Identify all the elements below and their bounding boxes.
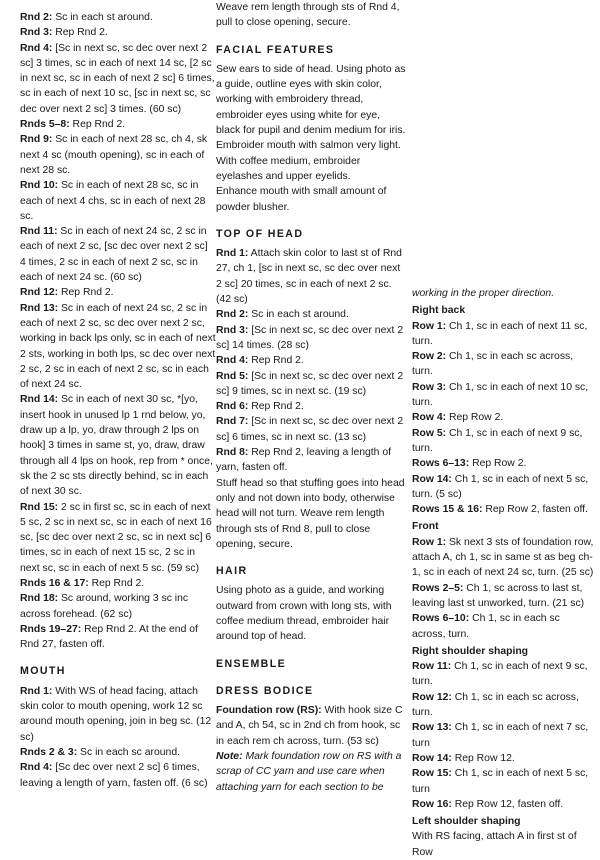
row-label: Rnd 3:: [216, 324, 249, 336]
row-label: Row 5:: [412, 427, 447, 439]
row-label: Rnd 9:: [20, 134, 53, 146]
row-label: Row 16:: [412, 798, 452, 810]
instruction-text: With WS of head facing, attach skin color to mouth opening, work 12 sc around mouth opening, join in beg sc. (12 sc): [20, 685, 212, 743]
section-heading: DRESS BODICE: [216, 684, 314, 697]
instruction-text: Rep Row 2.: [469, 458, 527, 470]
row-label: Rnd 11:: [20, 226, 58, 238]
instruction-text: [Sc in next sc, sc dec over next 2 sc] 14 times. (28 sc): [216, 324, 404, 351]
instruction-paragraph: [412, 720, 594, 751]
instruction-paragraph: [20, 392, 216, 499]
instruction-text: Ch 1, sc across to last st, leaving last st unworked, turn. (21 sc): [412, 582, 585, 609]
row-label: Rnd 8:: [216, 447, 249, 459]
row-label: Row 4:: [412, 412, 447, 424]
row-label: Rnds 16 & 17:: [20, 577, 89, 589]
instruction-paragraph: [412, 690, 594, 721]
row-label: Row 2:: [412, 351, 447, 363]
row-label: Rnd 13:: [20, 302, 59, 314]
subsection-heading: Right shoulder shaping: [412, 645, 529, 657]
row-label: Rnd 14:: [20, 394, 59, 406]
row-label: Rnd 10:: [20, 180, 59, 192]
instruction-text: Ch 1, sc in each of next 9 sc, turn.: [412, 661, 588, 688]
row-label: Rows 15 & 16:: [412, 504, 483, 516]
instruction-paragraph: [20, 10, 216, 25]
instruction-paragraph: [20, 745, 216, 760]
row-label: Rnds 5–8:: [20, 119, 70, 131]
instruction-text: Rep Rnd 2.: [58, 287, 114, 299]
instruction-paragraph: [216, 703, 406, 749]
instruction-paragraph: [20, 117, 216, 132]
instruction-paragraph: [20, 576, 216, 591]
section-heading: ENSEMBLE: [216, 657, 287, 670]
instruction-paragraph: [216, 62, 406, 184]
row-label: Rnd 4:: [216, 355, 249, 367]
instruction-text: Sc in each of next 28 sc, sc in each of next 4 chs, sc in each of next 28 sc.: [20, 180, 206, 222]
instruction-text: Rep Rnd 2, leaving a length of yarn, fasten off.: [216, 447, 392, 474]
row-label: Rnds 2 & 3:: [20, 746, 78, 758]
instruction-text: Enhance mouth with small amount of powder blusher.: [216, 186, 387, 213]
instruction-text: Ch 1, sc in each sc across, turn.: [412, 351, 574, 378]
instruction-paragraph: [216, 353, 406, 368]
instruction-paragraph: [412, 535, 594, 581]
note-paragraph: [412, 286, 594, 301]
instruction-text: Rep Rnd 2.: [88, 577, 145, 589]
subsection-heading: Right back: [412, 305, 466, 317]
section-heading: TOP OF HEAD: [216, 227, 304, 240]
row-label: Rnd 15:: [20, 501, 59, 513]
instruction-text: [Sc in next sc, sc dec over next 2 sc] 3 times, sc in each of next 14 sc, [2 sc in next sc, sc in each of next 2 sc] 6 times, sc in each of next 10 sc, [sc in next sc, sc dec over next 2 sc] 3 times. (60 sc): [20, 42, 215, 115]
instruction-text: Sc in each of next 24 sc, 2 sc in each of next 2 sc, sc dec over next 2 sc, working in back lps only, sc in each of next 2 sts, working in both lps, sc dec over next 2 sc, 2 sc in each of next 2 sc, sc in each of next 24 sc.: [20, 302, 216, 391]
row-label: Row 13:: [412, 722, 452, 734]
instruction-paragraph: [20, 224, 216, 285]
instruction-paragraph: [412, 410, 594, 425]
instruction-paragraph: [412, 502, 594, 517]
row-label: Row 14:: [412, 473, 452, 485]
instruction-paragraph: [20, 178, 216, 224]
instruction-paragraph: [20, 591, 216, 622]
row-label: Rnd 7:: [216, 416, 249, 428]
row-label: Rnd 2:: [20, 12, 53, 23]
instruction-text: [Sc in next sc, sc dec over next 2 sc] 9 times, sc in next sc. (19 sc): [216, 370, 404, 397]
note-paragraph: [216, 749, 406, 795]
instruction-paragraph: [412, 829, 594, 860]
instruction-text: Sc in each of next 28 sc, ch 4, sk next 4 sc (mouth opening), sc in each of next 28 sc.: [20, 134, 208, 176]
subsection-heading: Front: [412, 521, 439, 533]
instruction-text: Ch 1, sc in each of next 10 sc, turn.: [412, 381, 589, 409]
instruction-paragraph: [216, 476, 406, 552]
instruction-paragraph: [412, 380, 594, 411]
instruction-paragraph: [20, 132, 216, 178]
instruction-text: Attach skin color to last st of Rnd 27, ch 1, [sc in next sc, sc dec over next 2 sc] 20 times, sc in each of next 2 sc. (42 sc): [216, 248, 402, 306]
instruction-text: Weave rem length through sts of Rnd 4, pull to close opening, secure.: [216, 2, 400, 29]
instruction-paragraph: [412, 766, 594, 797]
instruction-paragraph: [216, 184, 406, 215]
instruction-paragraph: [216, 369, 406, 400]
row-label: Rnd 6:: [216, 401, 249, 413]
instruction-text: [Sc dec over next 2 sc] 6 times, leaving a length of yarn, fasten off. (6 sc): [20, 762, 208, 789]
instruction-text: Rep Rnd 2. At the end of Rnd 27, fasten off.: [20, 623, 198, 651]
instruction-text: Sc around, working 3 sc inc across forehead. (62 sc): [20, 593, 189, 620]
row-label: Rnd 3:: [20, 27, 53, 39]
instruction-paragraph: [412, 456, 594, 471]
instruction-text: Sew ears to side of head. Using photo as a guide, outline eyes with skin color, working with embroidery thread, embroider eyes using white for eye, black for pupil and denim medium for iris. Embroider mouth with salmon very light. With coffee medium, embroider eyelashes and upper eyelids.: [216, 63, 406, 182]
instruction-text: Rep Rnd 2.: [248, 355, 304, 367]
instruction-text: Sc in each of next 30 sc, *[yo, insert hook in unused lp 1 rnd below, yo, draw up a lp, yo, draw through 2 lps on hook] 3 times in same st, yo, draw, draw through all 4 lps on hook, rep from * once, sk the 2 sc sts directly behind, sc in each of next 30 sc.: [20, 394, 213, 498]
row-label: Row 11:: [412, 661, 452, 673]
row-label: Row 14:: [412, 752, 452, 764]
instruction-text: Ch 1, sc in each of next 9 sc, turn.: [412, 427, 583, 454]
row-label: Row 1:: [412, 320, 447, 332]
instruction-text: [Sc in next sc, sc dec over next 2 sc] 6 times, sc in next sc. (13 sc): [216, 416, 404, 443]
instruction-text: Rep Rnd 2.: [248, 401, 304, 413]
instruction-text: 2 sc in first sc, sc in each of next 5 sc, 2 sc in next sc, sc in each of next 16 sc, [sc dec over next 2 sc, sc in next sc] 6 times, sc in each of next 15 sc, 2 sc in next sc, sc in each of next 5 sc. (59 sc): [20, 501, 212, 574]
instruction-paragraph: [216, 414, 406, 445]
instruction-paragraph: [412, 659, 594, 690]
instruction-paragraph: [20, 622, 216, 653]
row-label: Rows 2–5:: [412, 582, 464, 594]
instruction-paragraph: [20, 285, 216, 300]
instruction-text: Ch 1, sc in each of next 11 sc, turn.: [412, 320, 588, 347]
instruction-text: Mark foundation row on RS with a scrap of CC yarn and use care when attaching yarn for each section to be: [216, 751, 402, 793]
row-label: Rows 6–10:: [412, 613, 470, 625]
section-heading: MOUTH: [20, 665, 66, 678]
instruction-text: Sc in each of next 24 sc, 2 sc in each of next 2 sc, [sc dec over next 2 sc] 4 times, 2 sc in each of next 2 sc, sc in each of next 24 sc. (60 sc): [20, 226, 208, 284]
instruction-text: Sk next 3 sts of foundation row, attach A, ch 1, sc in same st as beg ch-1, sc in each of next 24 sc, turn. (25 sc): [412, 536, 594, 579]
instruction-text: Rep Row 2, fasten off.: [482, 504, 588, 516]
instruction-paragraph: [412, 611, 594, 642]
instruction-text: With RS facing, attach A in first st of Row: [412, 831, 577, 858]
row-label: Rnd 4:: [20, 762, 53, 774]
instruction-paragraph: [20, 25, 216, 40]
instruction-text: Rep Row 2.: [446, 412, 504, 424]
instruction-paragraph: [20, 41, 216, 117]
row-label: Rnd 1:: [20, 685, 53, 697]
row-label: Rnds 19–27:: [20, 623, 82, 635]
instruction-text: Sc in each sc around.: [77, 746, 180, 758]
instruction-paragraph: [216, 583, 406, 644]
instruction-paragraph: [412, 751, 594, 766]
row-label: Rnd 5:: [216, 370, 249, 382]
left-column: [20, 10, 216, 791]
instruction-paragraph: [216, 307, 406, 322]
instruction-paragraph: [20, 684, 216, 745]
row-label: Foundation row (RS):: [216, 705, 322, 717]
row-label: Rnd 12:: [20, 287, 59, 299]
instruction-paragraph: [20, 301, 216, 393]
row-label: Row 12:: [412, 691, 452, 703]
section-heading: FACIAL FEATURES: [216, 43, 335, 56]
instruction-text: Ch 1, sc in each of next 7 sc, turn: [412, 722, 589, 749]
instruction-paragraph: [412, 797, 594, 812]
row-label: Row 15:: [412, 768, 452, 780]
instruction-paragraph: [216, 246, 406, 307]
instruction-text: Ch 1, sc in each sc across, turn.: [412, 613, 560, 640]
instruction-paragraph: [412, 349, 594, 380]
instruction-paragraph: [20, 760, 216, 791]
instruction-paragraph: [412, 581, 594, 612]
instruction-paragraph: [412, 472, 594, 503]
row-label: Rnd 1:: [216, 248, 249, 260]
instruction-text: Rep Row 12, fasten off.: [451, 798, 564, 810]
row-label: Rnd 2:: [216, 309, 249, 321]
instruction-paragraph: [216, 399, 406, 414]
instruction-text: Stuff head so that stuffing goes into head only and not down into body, otherwise head will not turn. Weave rem length through sts of Rnd 8, pull to close opening, secure.: [216, 477, 405, 550]
instruction-text: Rep Row 12.: [451, 752, 515, 764]
instruction-text: Sc in each st around.: [52, 12, 153, 23]
instruction-text: With hook size C and A, ch 54, sc in 2nd ch from hook, sc in each rem ch across, turn. (53 sc): [216, 705, 403, 747]
instruction-text: Rep Rnd 2.: [69, 119, 126, 131]
subsection-heading: Left shoulder shaping: [412, 816, 521, 828]
instruction-paragraph: [412, 426, 594, 457]
right-column: [412, 286, 594, 860]
row-label: Row 3:: [412, 381, 447, 393]
middle-column: [216, 0, 406, 795]
row-label: Rows 6–13:: [412, 458, 470, 470]
row-label: Rnd 4:: [20, 42, 53, 54]
instruction-paragraph: [216, 323, 406, 354]
instruction-text: Rep Rnd 2.: [52, 27, 108, 39]
instruction-paragraph: [412, 319, 594, 350]
row-label: Note:: [216, 751, 243, 763]
instruction-paragraph: [216, 0, 406, 31]
instruction-paragraph: [20, 500, 216, 576]
instruction-text: Ch 1, sc in each of next 5 sc, turn: [412, 768, 589, 795]
instruction-paragraph: [216, 445, 406, 476]
row-label: Rnd 18:: [20, 593, 59, 605]
instruction-text: working in the proper direction.: [412, 288, 555, 299]
instruction-text: Using photo as a guide, and working outward from crown with long sts, with coffee medium thread, embroider hair around top of head.: [216, 585, 392, 643]
row-label: Row 1:: [412, 536, 447, 548]
instruction-text: Sc in each st around.: [248, 309, 349, 321]
instruction-text: Ch 1, sc in each sc across, turn.: [412, 691, 579, 719]
section-heading: HAIR: [216, 565, 248, 578]
instruction-text: Ch 1, sc in each of next 5 sc, turn. (5 sc): [412, 473, 589, 500]
